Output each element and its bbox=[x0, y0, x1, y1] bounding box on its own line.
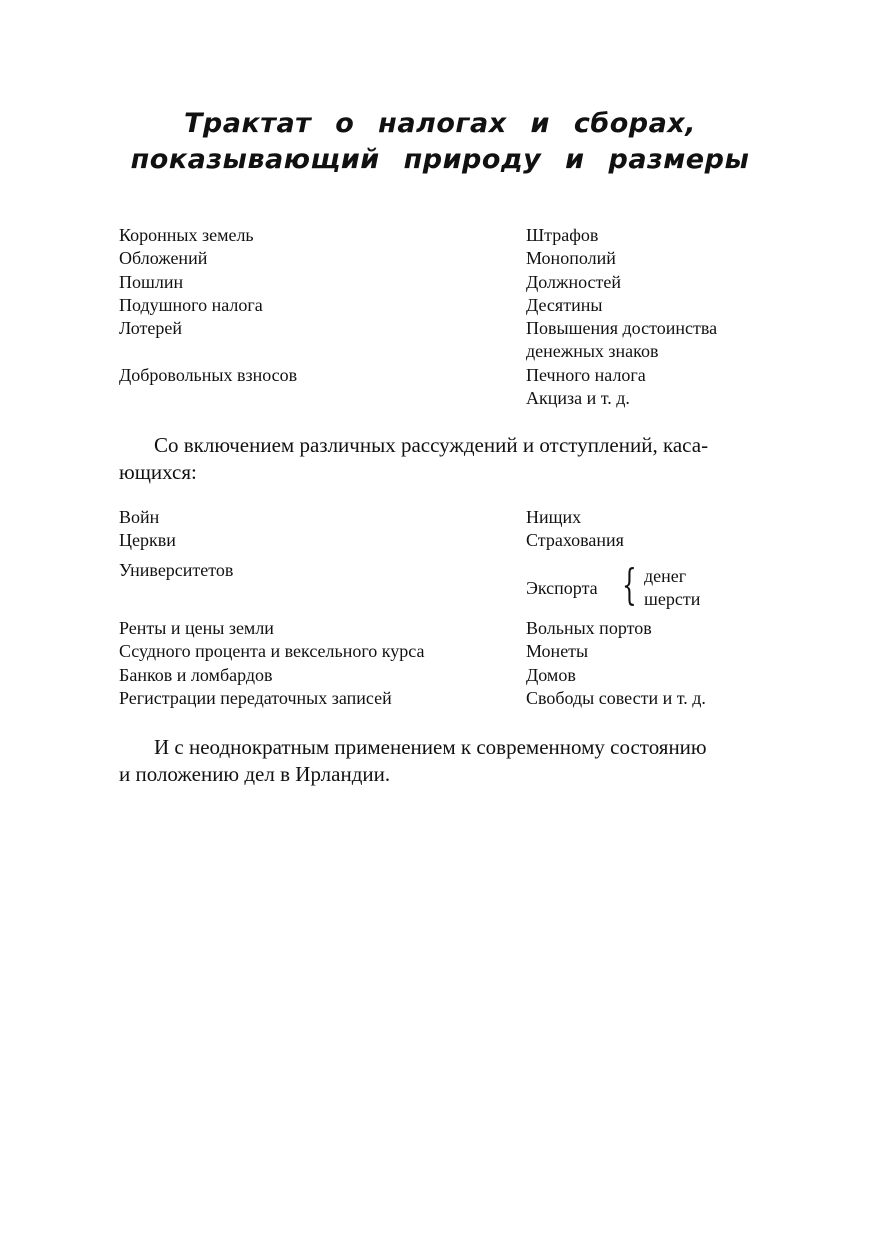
taxes-list-left bbox=[119, 224, 297, 387]
list-item: Подушного налога bbox=[119, 294, 263, 315]
paragraph-line: И с неоднократным применением к современному состоянию bbox=[154, 735, 707, 759]
list-item: Должностей bbox=[526, 271, 622, 292]
paragraph-line: Со включением различных рассуждений и отступлений, каса- bbox=[154, 433, 709, 457]
topics-list-right-bottom bbox=[526, 617, 706, 710]
list-item: Церкви bbox=[119, 530, 176, 551]
export-item: денег bbox=[644, 565, 687, 586]
export-label: Экспорта bbox=[526, 577, 598, 598]
paragraph-line: и положению дел в Ирландии. bbox=[119, 762, 391, 786]
export-item: шерсти bbox=[644, 588, 701, 609]
list-item: Вольных портов bbox=[526, 618, 652, 638]
list-item: Пошлин bbox=[119, 271, 184, 292]
list-item: Регистрации передаточных записей bbox=[119, 687, 392, 708]
list-spacer bbox=[119, 340, 297, 363]
list-item: Монополий bbox=[526, 248, 616, 269]
list-item: Университетов bbox=[119, 559, 234, 580]
page-title bbox=[120, 106, 760, 178]
intro-paragraph bbox=[119, 432, 769, 486]
export-group bbox=[526, 559, 701, 611]
list-item: Добровольных взносов bbox=[119, 364, 298, 385]
list-item: Коронных земель bbox=[119, 225, 254, 245]
list-item: денежных знаков bbox=[526, 341, 659, 362]
list-item: Ренты и цены земли bbox=[119, 618, 274, 638]
topics-list-left-top bbox=[119, 506, 233, 582]
list-item: Монеты bbox=[526, 641, 589, 662]
closing-paragraph bbox=[119, 734, 769, 788]
list-item: Войн bbox=[119, 507, 160, 527]
title-line-2: показывающий природу и размеры bbox=[130, 144, 750, 175]
list-item: Нищих bbox=[526, 507, 582, 527]
list-item: Штрафов bbox=[526, 225, 599, 245]
list-item: Лотерей bbox=[119, 318, 182, 339]
list-item: Страхования bbox=[526, 530, 624, 551]
paragraph-line: ющихся: bbox=[119, 460, 197, 484]
list-item: Домов bbox=[526, 664, 576, 685]
list-item: Свободы совести и т. д. bbox=[526, 687, 706, 708]
topics-list-left-bottom bbox=[119, 617, 425, 710]
list-item: Повышения достоинства bbox=[526, 318, 718, 339]
topics-list-right-top bbox=[526, 506, 701, 611]
title-line-1: Трактат о налогах и сборах, bbox=[184, 108, 696, 139]
list-item: Ссудного процента и вексельного курса bbox=[119, 641, 425, 662]
list-item: Обложений bbox=[119, 248, 208, 269]
brace-glyph: { bbox=[622, 559, 637, 609]
list-item: Акциза и т. д. bbox=[526, 388, 630, 409]
list-item: Десятины bbox=[526, 294, 603, 315]
list-item: Печного налога bbox=[526, 364, 646, 385]
list-item: Банков и ломбардов bbox=[119, 664, 273, 685]
taxes-list-right bbox=[526, 224, 717, 410]
